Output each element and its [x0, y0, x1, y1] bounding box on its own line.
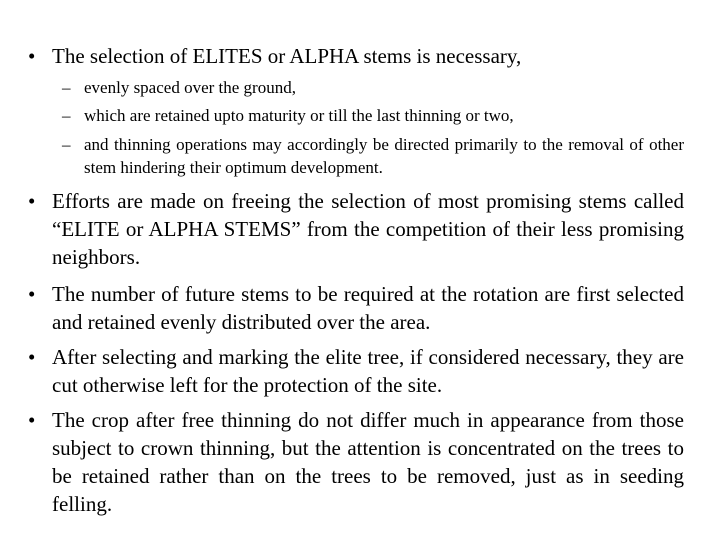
sub-item [62, 133, 684, 179]
dash-marker: – [62, 135, 71, 154]
bullet-item [28, 280, 684, 336]
sub-item-text: and thinning operations may accordingly be directed primarily to the removal of other stem hindering their optimum development. [84, 135, 684, 177]
dash-marker: – [62, 106, 71, 125]
bullet-text: The selection of ELITES or ALPHA stems is necessary, [52, 44, 522, 68]
bullet-text: Efforts are made on freeing the selection of most promising stems called “ELITE or ALPHA STEMS” from the competition of their less promising neighbors. [52, 189, 684, 269]
bullet-marker: • [28, 345, 36, 369]
bullet-item [28, 406, 684, 518]
bullet-item [28, 343, 684, 399]
bullet-marker: • [28, 44, 36, 68]
bullet-marker: • [28, 408, 36, 432]
sub-item-text: evenly spaced over the ground, [84, 78, 296, 97]
bullet-marker: • [28, 282, 36, 306]
dash-marker: – [62, 78, 71, 97]
bullet-text: The crop after free thinning do not differ much in appearance from those subject to crown thinning, but the attention is concentrated on the trees to be retained rather than on the trees to be removed, just as in seeding felling. [52, 408, 684, 516]
bullet-item [28, 187, 684, 271]
bullet-text: After selecting and marking the elite tree, if considered necessary, they are cut otherwise left for the protection of the site. [52, 345, 684, 397]
bullet-text: The number of future stems to be required at the rotation are first selected and retained evenly distributed over the area. [52, 282, 684, 334]
sub-item [62, 76, 684, 99]
sub-item [62, 104, 684, 127]
sub-item-text: which are retained upto maturity or till the last thinning or two, [84, 106, 514, 125]
bullet-item [28, 42, 684, 70]
bullet-marker: • [28, 189, 36, 213]
